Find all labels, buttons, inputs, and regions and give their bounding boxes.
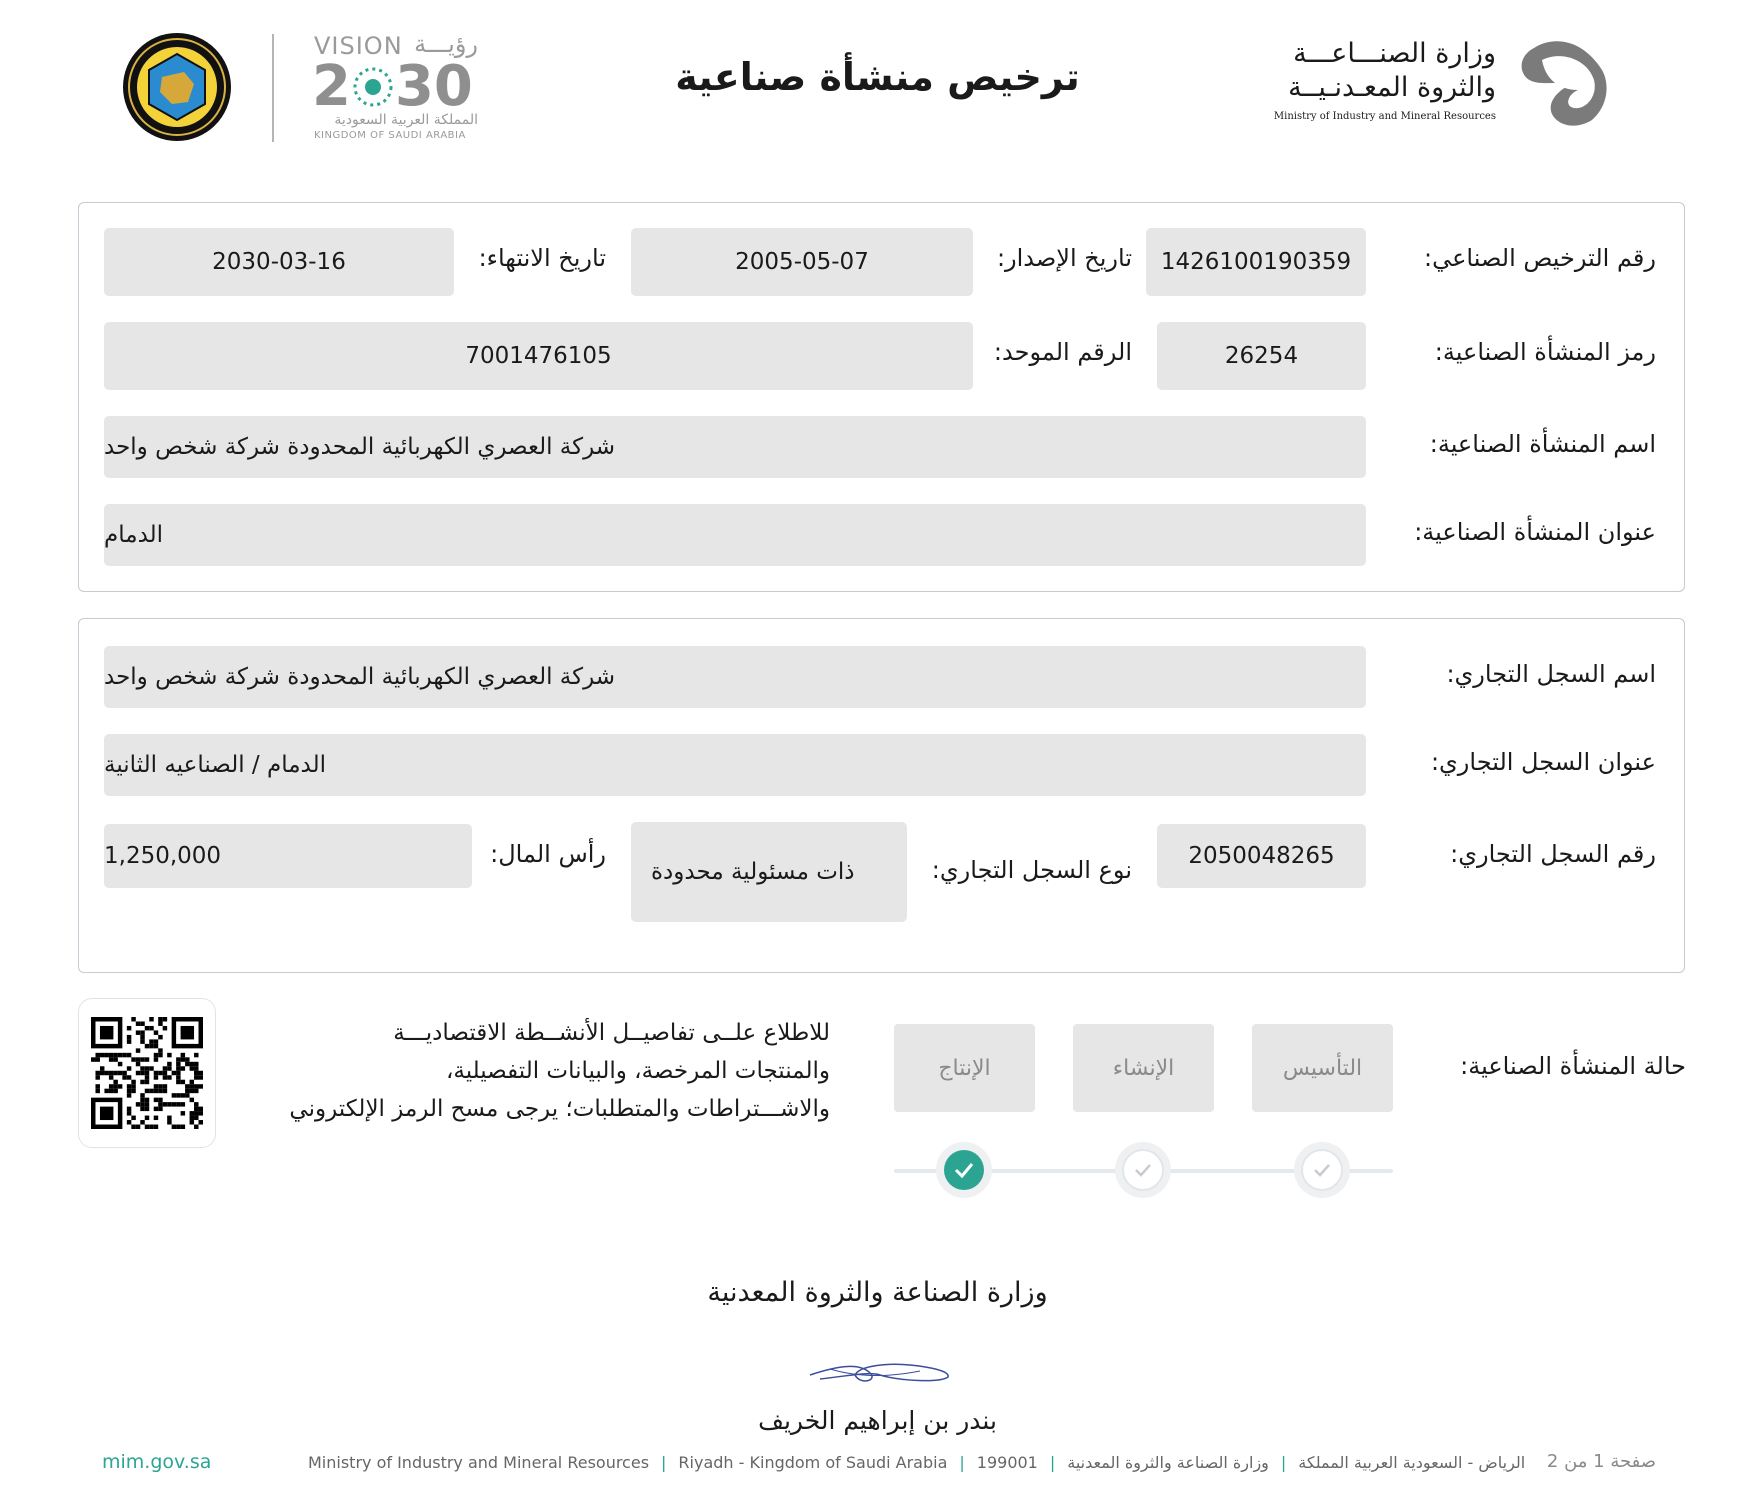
cr-name-label: اسم السجل التجاري: [1446, 660, 1656, 688]
capital-value: 1,250,000 [104, 824, 472, 888]
vision-kingdom-ar: المملكة العربية السعودية [334, 112, 478, 128]
qr-code[interactable] [78, 998, 216, 1148]
facility-code-value: 26254 [1157, 322, 1366, 390]
ministry-mark-icon [1512, 30, 1616, 134]
ministry-ar-line2: والثروة المعـدنـيــة [1288, 72, 1496, 103]
facility-address-label: عنوان المنشأة الصناعية: [1414, 518, 1656, 546]
vision-kingdom-en: KINGDOM OF SAUDI ARABIA [314, 130, 466, 141]
stage-production: الإنتاج [894, 1024, 1035, 1112]
signatory-ministry: وزارة الصناعة والثروة المعدنية [707, 1277, 1048, 1308]
qr-note [240, 1014, 830, 1128]
cr-name-value: شركة العصري الكهربائية المحدودة شركة شخص واحد [104, 646, 1366, 708]
qr-note-line3: والاشـــتراطات والمتطلبات؛ يرجى مسح الرمز الإلكتروني [289, 1096, 830, 1122]
page-title: ترخيص منشأة صناعية [675, 55, 1080, 99]
expiry-date-label: تاريخ الانتهاء: [478, 244, 606, 272]
qr-code-image [91, 1017, 203, 1129]
license-number-value: 1426100190359 [1146, 228, 1366, 296]
capital-label: رأس المال: [490, 840, 606, 868]
stage-construction: الإنشاء [1073, 1024, 1214, 1112]
vision-2030-logo [312, 32, 482, 144]
issue-date-label: تاريخ الإصدار: [996, 244, 1132, 272]
facility-address-value: الدمام [104, 504, 1366, 566]
cr-number-label: رقم السجل التجاري: [1450, 840, 1656, 868]
issue-date-value: 2005-05-07 [631, 228, 973, 296]
footer-en-location: Riyadh - Kingdom of Saudi Arabia [678, 1453, 948, 1472]
ministry-ar-line1: وزارة الصنـــاعـــة [1293, 38, 1496, 69]
cr-type-label: نوع السجل التجاري: [931, 856, 1132, 884]
stage-construction-marker-icon [1113, 1140, 1173, 1200]
qr-note-line2: والمنتجات المرخصة، والبيانات التفصيلية، [445, 1058, 830, 1084]
page-number: صفحة 1 من 2 [1546, 1451, 1656, 1472]
facility-name-value: شركة العصري الكهربائية المحدودة شركة شخص واحد [104, 416, 1366, 478]
footer-ar-ministry: وزارة الصناعة والثروة المعدنية [1067, 1453, 1269, 1472]
unified-number-value: 7001476105 [104, 322, 973, 390]
footer-ar-location: الرياض - السعودية العربية المملكة [1298, 1453, 1526, 1472]
signatory-name: بندر بن إبراهيم الخريف [758, 1406, 997, 1435]
facility-status-label: حالة المنشأة الصناعية: [1460, 1052, 1686, 1080]
header-divider [272, 34, 274, 142]
expiry-date-value: 2030-03-16 [104, 228, 454, 296]
ministry-logo [1268, 36, 1496, 128]
stage-production-marker-icon [934, 1140, 994, 1200]
unified-number-label: الرقم الموحد: [993, 338, 1132, 366]
palm-emblem-icon [351, 58, 395, 102]
vision-ar: رؤيـــة [414, 30, 478, 58]
license-number-label: رقم الترخيص الصناعي: [1424, 244, 1656, 272]
cr-address-label: عنوان السجل التجاري: [1430, 748, 1656, 776]
gcc-emblem [122, 32, 232, 142]
vision-word: VISION [314, 32, 403, 60]
signature-image [800, 1345, 960, 1395]
vision-year-a: 2 [312, 54, 351, 119]
footer-postal: 199001 [976, 1453, 1038, 1472]
stage-founding-marker-icon [1292, 1140, 1352, 1200]
ministry-en: Ministry of Industry and Mineral Resources [1273, 111, 1496, 122]
cr-type-value: ذات مسئولية محدودة [631, 822, 907, 922]
cr-number-value: 2050048265 [1157, 824, 1366, 888]
stage-founding: التأسيس [1252, 1024, 1393, 1112]
facility-code-label: رمز المنشأة الصناعية: [1434, 338, 1656, 366]
facility-name-label: اسم المنشأة الصناعية: [1429, 430, 1656, 458]
vision-year-b: 30 [394, 54, 473, 119]
cr-address-value: الدمام / الصناعيه الثانية [104, 734, 1366, 796]
qr-note-line1: للاطلاع علــى تفاصيــل الأنشــطة الاقتصاديـــة [393, 1020, 830, 1046]
footer-address: Ministry of Industry and Mineral Resources | Riyadh - Kingdom of Saudi Arabia | 199001 | وزارة الصناعة والثروة المعدنية | الرياض - السعودية العربية المملكة [308, 1453, 1526, 1472]
footer-en-ministry: Ministry of Industry and Mineral Resources [308, 1453, 650, 1472]
footer-website[interactable]: mim.gov.sa [102, 1451, 212, 1473]
